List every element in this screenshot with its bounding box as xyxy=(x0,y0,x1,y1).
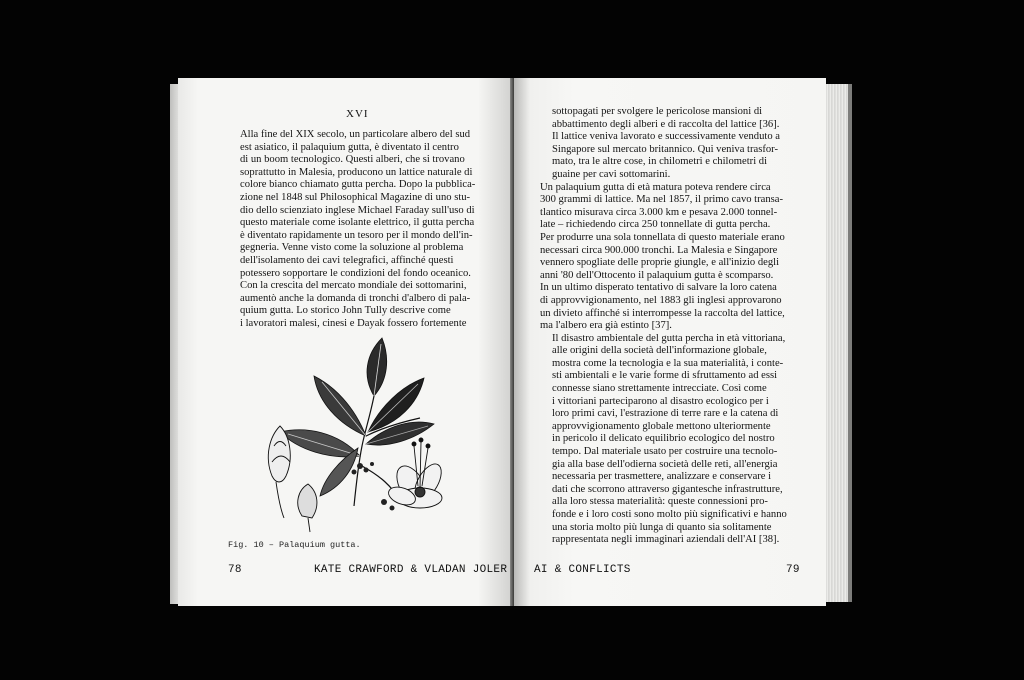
open-book xyxy=(170,78,856,608)
chapter-number: XVI xyxy=(346,108,369,120)
left-body-text xyxy=(240,129,475,331)
text-line: vennero spogliate delle proprie giungle, e all'inizio degli xyxy=(540,257,780,269)
text-line: dio dello scienziato inglese Michael Faraday sull'uso di xyxy=(240,204,475,216)
text-line: late – richiedendo circa 250 tonnellate di gutta percha. xyxy=(540,219,771,231)
text-line: alla loro stessa materialità: queste connessioni pro- xyxy=(552,496,768,508)
text-line: una storia molto più lunga di quanto sia solitamente xyxy=(552,521,772,533)
text-line: guaine per cavi sottomarini. xyxy=(552,168,671,180)
text-line: anni '80 dell'Ottocento il palaquium gutta è scomparso. xyxy=(540,269,774,281)
text-line: est asiatico, il palaquium gutta, è diventato il centro xyxy=(240,141,459,153)
text-line: rappresentata negli immaginari aziendali dell'AI [38]. xyxy=(552,534,780,546)
text-line: fonde e i loro costi sono molto più significativi e hanno xyxy=(552,509,787,520)
text-line: gegneria. Venne visto come la soluzione al problema xyxy=(240,242,464,254)
palaquium-gutta-illustration xyxy=(262,336,458,536)
text-line: colore bianco chiamato gutta percha. Dopo la pubblica- xyxy=(240,179,476,191)
text-line: necessaria per trasmettere, analizzare e conservare i xyxy=(552,471,772,483)
text-line: in pericolo il delicato equilibrio ecologico del nostro xyxy=(552,433,775,445)
right-page xyxy=(514,78,826,606)
text-line: potessero sopportare le condizioni del fondo oceanico. xyxy=(240,267,471,279)
text-line: Il disastro ambientale del gutta percha in età vittoriana, xyxy=(552,332,786,344)
text-line: dell'isolamento dei cavi telegrafici, affinché questi xyxy=(240,254,454,266)
text-line: mostra come la tecnologia e la sua materialità, i conte- xyxy=(552,357,784,369)
text-line: Un palaquium gutta di età matura poteva rendere circa xyxy=(540,181,771,193)
left-page xyxy=(178,78,514,606)
text-line: sottopagati per svolgere le pericolose mansioni di xyxy=(552,106,763,117)
text-line: Con la crescita del mercato mondiale dei sottomarini, xyxy=(240,280,467,292)
text-line: Per produrre una sola tonnellata di questo materiale erano xyxy=(540,231,785,243)
text-line: 300 grammi di lattice. Ma nel 1857, il primo cavo transa- xyxy=(540,194,784,206)
text-line: un divieto affinché si interrompesse la raccolta del lattice, xyxy=(540,307,785,319)
text-line: sti ambientali e le varie forme di sfruttamento ad essi xyxy=(552,370,778,382)
text-line: dati che scorrono attraverso gigantesche infrastrutture, xyxy=(552,483,783,495)
text-line: di un boom tecnologico. Questi alberi, che si trovano xyxy=(240,154,465,166)
running-head-authors: KATE CRAWFORD & VLADAN JOLER xyxy=(314,564,508,576)
text-line: Alla fine del XIX secolo, un particolare albero del sud xyxy=(240,129,471,140)
text-line: loro primi cavi, l'estrazione di terre rare e la catena di xyxy=(552,408,779,420)
text-line: alle origini della società dell'informazione globale, xyxy=(552,345,767,357)
text-line: quium gutta. Lo storico John Tully descrive come xyxy=(240,305,451,317)
running-head-title: AI & CONFLICTS xyxy=(534,564,631,576)
text-line: questo materiale come isolante elettrico, il gutta percha xyxy=(240,217,475,229)
text-line: mato, tra le altre cose, in chilometri e chilometri di xyxy=(552,156,768,168)
right-body-text xyxy=(540,106,787,547)
text-line: approvvigionamento globale mettono ulteriormente xyxy=(552,420,771,432)
text-line: necessari circa 900.000 tronchi. La Malesia e Singapore xyxy=(540,244,778,256)
text-line: tlantico misurava circa 3.000 km e pesava 2.000 tonnel- xyxy=(540,206,778,218)
right-page-edges xyxy=(826,84,852,602)
text-line: In un ultimo disperato tentativo di salvare la loro catena xyxy=(540,282,777,294)
page-number-left: 78 xyxy=(228,564,242,576)
text-line: i vittoriani parteciparono al disastro ecologico per i xyxy=(552,395,769,407)
text-line: ma l'albero era già estinto [37]. xyxy=(540,320,672,332)
text-line: è diventato rapidamente un tesoro per il mondo dell'in- xyxy=(240,229,473,241)
text-line: i lavoratori malesi, cinesi e Dayak fossero fortemente xyxy=(240,317,467,329)
text-line: Singapore sul mercato britannico. Qui veniva trasfor- xyxy=(552,143,779,155)
text-line: gia alla base dell'odierna società delle reti, all'energia xyxy=(552,458,778,470)
text-line: connesse siano strettamente intrecciate. Così come xyxy=(552,383,767,395)
text-line: soprattutto in Malesia, producono un lattice naturale di xyxy=(240,166,473,178)
figure-caption: Fig. 10 – Palaquium gutta. xyxy=(228,540,361,550)
text-line: di approvvigionamento, nel 1883 gli inglesi approvarono xyxy=(540,294,782,306)
text-line: tempo. Dal materiale usato per costruire una tecnolo- xyxy=(552,446,778,458)
text-line: zione nel 1848 sul Philosophical Magazine di uno stu- xyxy=(240,191,471,203)
text-line: aumentò anche la domanda di tronchi d'albero di pala- xyxy=(240,292,471,304)
text-line: abbattimento degli alberi e di raccolta del lattice [36]. xyxy=(552,118,780,130)
page-number-right: 79 xyxy=(786,564,800,576)
text-line: Il lattice veniva lavorato e successivamente venduto a xyxy=(552,131,780,143)
